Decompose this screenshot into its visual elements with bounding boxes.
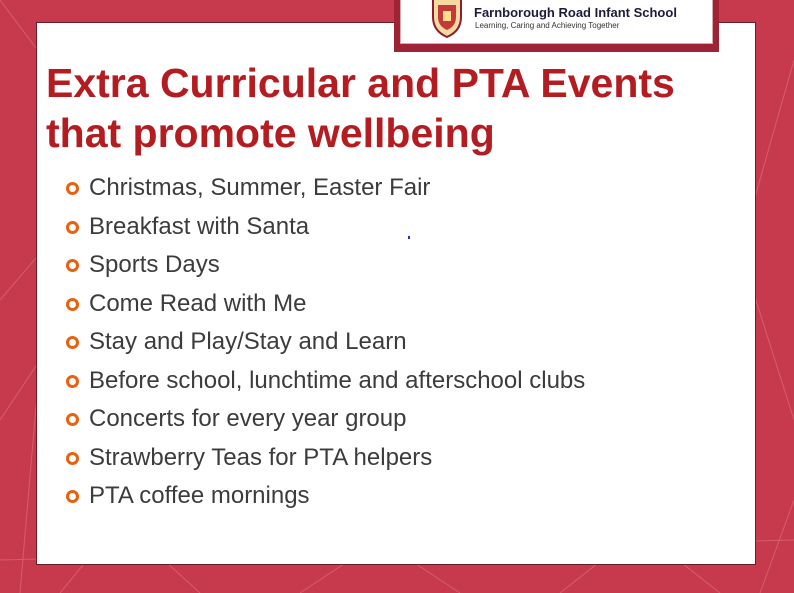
circle-bullet-icon (66, 221, 79, 234)
list-item (66, 440, 585, 479)
list-item-text: Concerts for every year group (89, 405, 407, 432)
school-logo-card (400, 0, 713, 44)
list-item (66, 170, 585, 209)
list-item-text: Come Read with Me (89, 289, 307, 317)
list-item (66, 363, 585, 402)
school-crest-icon (429, 0, 465, 39)
list-item-text: Christmas, Summer, Easter Fair (89, 174, 431, 201)
circle-bullet-icon (66, 298, 79, 311)
stray-mark (408, 236, 410, 239)
circle-bullet-icon (66, 452, 79, 465)
list-item-text: Strawberry Teas for PTA helpers (89, 443, 433, 471)
circle-bullet-icon (66, 413, 79, 426)
list-item-text: Before school, lunchtime and afterschool clubs (89, 366, 586, 394)
slide-title-line-2: that promote wellbeing (46, 110, 495, 156)
list-item (66, 478, 585, 517)
slide-title (46, 58, 746, 158)
school-name: Farnborough Road Infant School (474, 5, 677, 20)
list-item-text: Breakfast with Santa (89, 212, 310, 240)
circle-bullet-icon (66, 375, 79, 388)
list-item-text: PTA coffee mornings (89, 482, 310, 509)
list-item (66, 401, 585, 440)
school-motto: Learning, Caring and Achieving Together (475, 21, 620, 30)
circle-bullet-icon (66, 490, 79, 503)
list-item-text: Stay and Play/Stay and Learn (89, 328, 407, 355)
list-item (66, 209, 585, 248)
circle-bullet-icon (66, 259, 79, 272)
list-item (66, 324, 585, 363)
slide-title-line-1: Extra Curricular and PTA Events (46, 60, 675, 106)
list-item (66, 286, 585, 325)
circle-bullet-icon (66, 336, 79, 349)
list-item (66, 247, 585, 286)
list-item-text: Sports Days (89, 251, 220, 278)
events-list (66, 170, 585, 517)
school-logo-banner (394, 0, 719, 52)
circle-bullet-icon (66, 182, 79, 195)
